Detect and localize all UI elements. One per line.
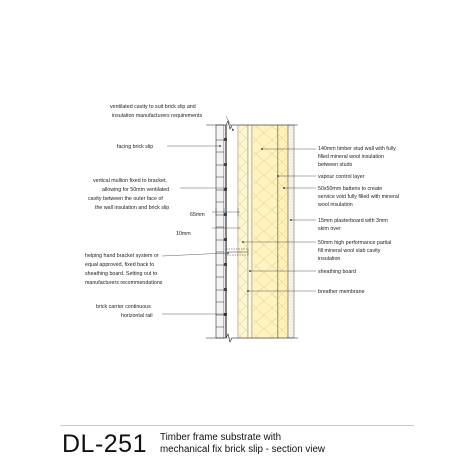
label-plasterboard-line2: skim over <box>318 226 341 232</box>
label-carrier-rail-line1: brick carrier continuous <box>96 304 151 310</box>
label-ventilated-cavity-line2: insulation manufacturers requirements <box>112 113 203 119</box>
label-plasterboard-line1: 15mm plasterboard with 3mm <box>318 218 388 224</box>
sheathing-board <box>248 125 252 338</box>
drawing-title <box>160 432 340 455</box>
label-battens-line2: service void fully filled with mineral <box>318 194 399 200</box>
label-mullion-line1: vertical mullion fixed to bracket, <box>93 178 167 184</box>
label-stud-wall-line1: 140mm timber stud wall with fully <box>318 146 396 152</box>
label-stud-wall-line2: filled mineral wool insulation <box>318 154 384 160</box>
label-mullion-line3: cavity between the outer face of <box>88 196 163 202</box>
label-bracket-line3: sheathing board. Setting out to <box>85 271 158 277</box>
drawing-title-line1: Timber frame substrate with <box>160 432 282 443</box>
left-annotations <box>85 104 234 319</box>
label-bracket-line2: equal approved, fixed back to <box>85 262 155 268</box>
label-carrier-rail-line2: horizontal rail <box>121 313 153 319</box>
label-partial-fill-line1: 50mm high performance partial <box>318 240 392 246</box>
label-vapour-control: vapour control layer <box>318 174 365 180</box>
label-bracket-line1: helping hand bracket system or <box>85 253 159 259</box>
service-void-hatch <box>278 125 288 338</box>
dimension-10mm: 10mm <box>176 231 191 237</box>
brick-slip-layer <box>216 125 224 338</box>
label-mullion-line2: allowing for 50mm ventilated <box>102 187 170 193</box>
label-sheathing-board: sheathing board <box>318 269 356 275</box>
drawing-code: DL-251 <box>62 430 147 458</box>
title-divider <box>60 425 414 426</box>
label-battens-line3: wool insulation <box>318 202 353 208</box>
drawing-title-line2: mechanical fix brick slip - section view <box>160 443 325 455</box>
label-stud-wall-line3: between studs <box>318 162 353 168</box>
partial-fill-hatch <box>238 125 248 338</box>
label-mullion-line4: the wall insulation and brick slip <box>95 205 170 211</box>
label-battens-line1: 50x50mm battens to create <box>318 186 383 192</box>
wall-layers <box>216 125 294 338</box>
plasterboard <box>288 125 294 338</box>
stud-insulation-hatch <box>252 125 278 338</box>
label-breather-membrane: breather membrane <box>318 289 365 295</box>
label-partial-fill-line2: fill mineral wool slab cavity <box>318 248 381 254</box>
label-facing-brick-slip: facing brick slip <box>117 144 154 150</box>
label-partial-fill-line3: insulation <box>318 256 341 262</box>
label-bracket-line4: manufacturers recommendations <box>85 280 163 286</box>
label-ventilated-cavity-line1: ventilated cavity to suit brick slip and <box>110 104 196 110</box>
dimension-65mm: 65mm <box>190 212 205 218</box>
